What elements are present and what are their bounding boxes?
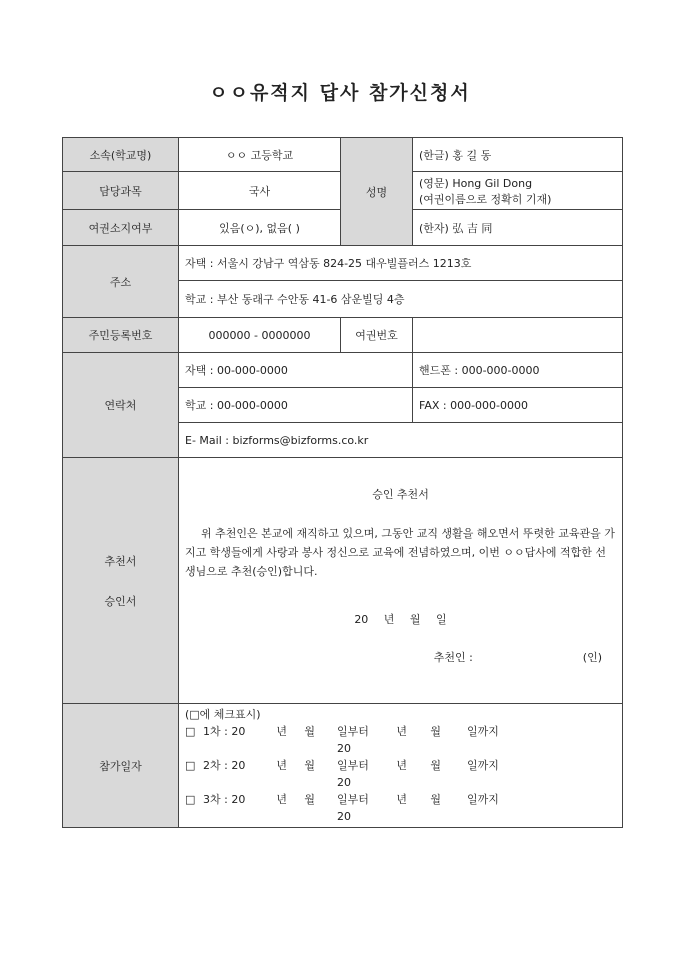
participation-box (179, 704, 623, 828)
recommendation-box (179, 458, 623, 704)
passport-label: 여권소지여부 (63, 210, 179, 246)
row-order: 2차 : 20 (203, 759, 246, 772)
row-year: 년 (276, 793, 287, 806)
address-school[interactable]: 학교 : 부산 동래구 수안동 41-6 삼운빌딩 4층 (179, 281, 623, 318)
address-home[interactable]: 자택 : 서울시 강남구 역삼동 824-25 대우빌플러스 1213호 (179, 246, 623, 281)
participation-note: (□에 체크표시) (185, 708, 261, 721)
recommendation-body: 위 추천인은 본교에 재직하고 있으며, 그동안 교직 생활을 해오면서 뚜렷한 교육관을 가지고 학생들에게 사랑과 봉사 정신으로 교육에 전념하였으며, 이번 ㅇㅇ답사에 적합한 선생님으로 추천(승인)합니다. (185, 527, 615, 578)
phone-school[interactable]: 학교 : 00-000-0000 (179, 388, 413, 423)
application-form (62, 137, 623, 828)
fax[interactable]: FAX : 000-000-0000 (413, 388, 623, 423)
row-from: 일부터 20 (337, 793, 369, 823)
affiliation-value[interactable]: ㅇㅇ 고등학교 (179, 138, 341, 172)
signer-label: 추천인 : (433, 651, 473, 664)
row-from: 일부터 20 (337, 725, 369, 755)
recommendation-signature (185, 649, 616, 665)
resident-no-value[interactable]: 000000 - 0000000 (179, 318, 341, 353)
passport-no-value[interactable] (413, 318, 623, 353)
name-english-line1: (영문) Hong Gil Dong (419, 176, 533, 190)
phone-home[interactable]: 자택 : 00-000-0000 (179, 353, 413, 388)
name-english[interactable] (413, 172, 623, 210)
row-month-end: 월 (430, 759, 441, 772)
checkbox[interactable]: □ (185, 725, 196, 738)
row-month: 월 (304, 793, 315, 806)
subject-value[interactable]: 국사 (179, 172, 341, 210)
recommendation-heading: 승인 추천서 (372, 488, 429, 501)
row-to: 일까지 (467, 725, 499, 738)
affiliation-label: 소속(학교명) (63, 138, 179, 172)
recommendation-date[interactable]: 20 년 월 일 (354, 613, 447, 626)
email[interactable]: E- Mail : bizforms@bizforms.co.kr (179, 423, 623, 458)
row-month: 월 (304, 759, 315, 772)
row-year: 년 (276, 725, 287, 738)
row-to: 일까지 (467, 793, 499, 806)
resident-no-label: 주민등록번호 (63, 318, 179, 353)
subject-label: 담당과목 (63, 172, 179, 210)
address-label: 주소 (63, 246, 179, 318)
row-to: 일까지 (467, 759, 499, 772)
name-english-line2: (여권이름으로 정확히 기재) (419, 192, 552, 206)
seal-mark: (인) (582, 651, 603, 664)
row-year: 년 (276, 759, 287, 772)
passport-no-label: 여권번호 (341, 318, 413, 353)
row-year-end: 년 (396, 759, 407, 772)
phone-mobile[interactable]: 핸드폰 : 000-000-0000 (413, 353, 623, 388)
checkbox[interactable]: □ (185, 793, 196, 806)
participation-row-3[interactable] (185, 791, 616, 825)
page-title: ㅇㅇ유적지 답사 참가신청서 (209, 82, 471, 104)
row-year-end: 년 (396, 725, 407, 738)
row-order: 1차 : 20 (203, 725, 246, 738)
contact-label: 연락처 (63, 353, 179, 458)
recommender-label-line1: 추천서 (104, 554, 137, 568)
checkbox[interactable]: □ (185, 759, 196, 772)
row-month: 월 (304, 725, 315, 738)
row-year-end: 년 (396, 793, 407, 806)
recommender-label-line2: 승인서 (104, 594, 137, 608)
row-from: 일부터 20 (337, 759, 369, 789)
row-month-end: 월 (430, 725, 441, 738)
participation-row-2[interactable] (185, 757, 616, 791)
recommender-label (63, 458, 179, 704)
row-order: 3차 : 20 (203, 793, 246, 806)
name-korean[interactable]: (한글) 홍 길 동 (413, 138, 623, 172)
name-hanja[interactable]: (한자) 弘 吉 同 (413, 210, 623, 246)
participation-label: 참가일자 (63, 704, 179, 828)
row-month-end: 월 (430, 793, 441, 806)
passport-value[interactable]: 있음(ㅇ), 없음( ) (179, 210, 341, 246)
participation-row-1[interactable] (185, 723, 616, 757)
name-label: 성명 (341, 138, 413, 246)
